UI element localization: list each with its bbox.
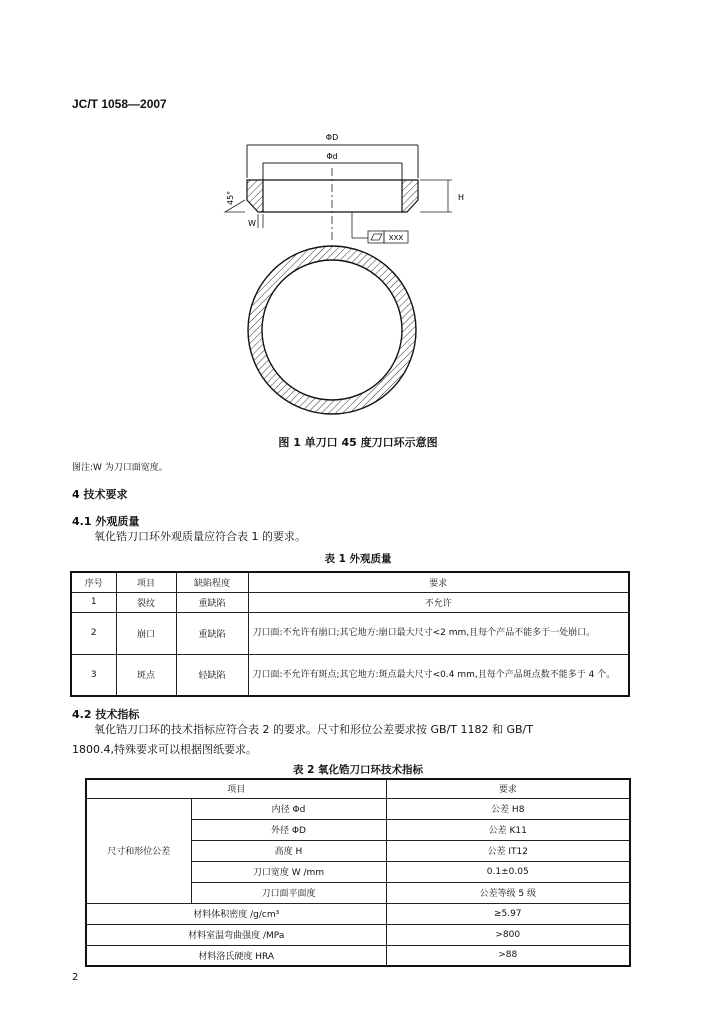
table-row — [71, 654, 629, 696]
section-4-2-text-1: 氧化锆刀口环的技术指标应符合表 2 的要求。尺寸和形位公差要求按 GB/T 1182 和 GB/T — [94, 723, 533, 736]
dim-phi-d-label: Φd — [326, 152, 338, 161]
table-row — [86, 798, 630, 819]
table2-header-row — [86, 779, 630, 798]
cell-req: >800 — [386, 924, 630, 945]
section-4-1-text: 氧化锆刀口环外观质量应符合表 1 的要求。 — [94, 530, 306, 543]
cell-req: >88 — [386, 945, 630, 966]
section-4-1-title: 4.1 外观质量 — [72, 515, 140, 528]
cell-group: 尺寸和形位公差 — [86, 798, 191, 903]
cell-item: 外径 ΦD — [191, 819, 386, 840]
dim-phi-D-label: ΦD — [325, 133, 339, 142]
table2 — [85, 778, 631, 967]
cell-no: 3 — [71, 654, 116, 696]
cell-item: 刀口面平面度 — [191, 882, 386, 903]
cell-item: 内径 Φd — [191, 798, 386, 819]
table1 — [70, 571, 630, 697]
table1-header: 项目 — [116, 572, 176, 592]
table1-header: 要求 — [248, 572, 629, 592]
section-4-2-title: 4.2 技术指标 — [72, 708, 140, 721]
cell-req: 公差等级 5 级 — [386, 882, 630, 903]
figure-caption: 图 1 单刀口 45 度刀口环示意图 — [278, 436, 438, 449]
cell-no: 1 — [71, 592, 116, 612]
cell-item: 裂纹 — [116, 592, 176, 612]
table1-caption: 表 1 外观质量 — [324, 553, 392, 565]
cell-req: 0.1±0.05 — [386, 861, 630, 882]
section-4-2-text-2: 1800.4,特殊要求可以根据图纸要求。 — [72, 743, 257, 756]
cell-req: 刀口面:不允许有崩口;其它地方:崩口最大尺寸<2 mm,且每个产品不能多于一处崩口。 — [248, 612, 629, 654]
table-row — [86, 903, 630, 924]
cell-item: 高度 H — [191, 840, 386, 861]
cell-req: 公差 IT12 — [386, 840, 630, 861]
cell-req: 公差 K11 — [386, 819, 630, 840]
table2-header: 项目 — [86, 779, 386, 798]
table2-caption: 表 2 氧化锆刀口环技术指标 — [292, 764, 424, 776]
table-row — [86, 924, 630, 945]
section-right — [402, 180, 418, 212]
cell-item: 斑点 — [116, 654, 176, 696]
table1-header-row — [71, 572, 629, 592]
cell-level: 重缺陷 — [176, 612, 248, 654]
cell-level: 重缺陷 — [176, 592, 248, 612]
figure-note: 图注:W 为刀口面宽度。 — [72, 463, 168, 473]
cell-req: 不允许 — [248, 592, 629, 612]
section-4-title: 4 技术要求 — [72, 488, 128, 501]
page-number: 2 — [72, 972, 79, 983]
standard-code: JC/T 1058—2007 — [72, 97, 167, 111]
cell-item: 崩口 — [116, 612, 176, 654]
table1-header: 序号 — [71, 572, 116, 592]
knife-ring-figure — [190, 120, 490, 430]
cell-item: 材料室温弯曲强度 /MPa — [86, 924, 386, 945]
table-row — [86, 945, 630, 966]
cell-item: 刀口宽度 W /mm — [191, 861, 386, 882]
cell-item: 材料洛氏硬度 HRA — [86, 945, 386, 966]
table2-header: 要求 — [386, 779, 630, 798]
dim-H-label: H — [458, 193, 465, 202]
ring-inner — [262, 260, 402, 400]
cell-req: 公差 H8 — [386, 798, 630, 819]
cell-item: 材料体积密度 /g/cm³ — [86, 903, 386, 924]
cell-no: 2 — [71, 612, 116, 654]
flatness-value: XXX — [388, 234, 404, 242]
cell-req: 刀口面:不允许有斑点;其它地方:斑点最大尺寸<0.4 mm,且每个产品斑点数不能多于 4 个。 — [248, 654, 629, 696]
cell-req: ≥5.97 — [386, 903, 630, 924]
cell-level: 轻缺陷 — [176, 654, 248, 696]
table-row — [71, 592, 629, 612]
table-row — [71, 612, 629, 654]
table1-header: 缺陷程度 — [176, 572, 248, 592]
dim-W-label: W — [248, 219, 256, 228]
section-left — [247, 180, 263, 212]
angle-label: 45° — [226, 190, 235, 205]
